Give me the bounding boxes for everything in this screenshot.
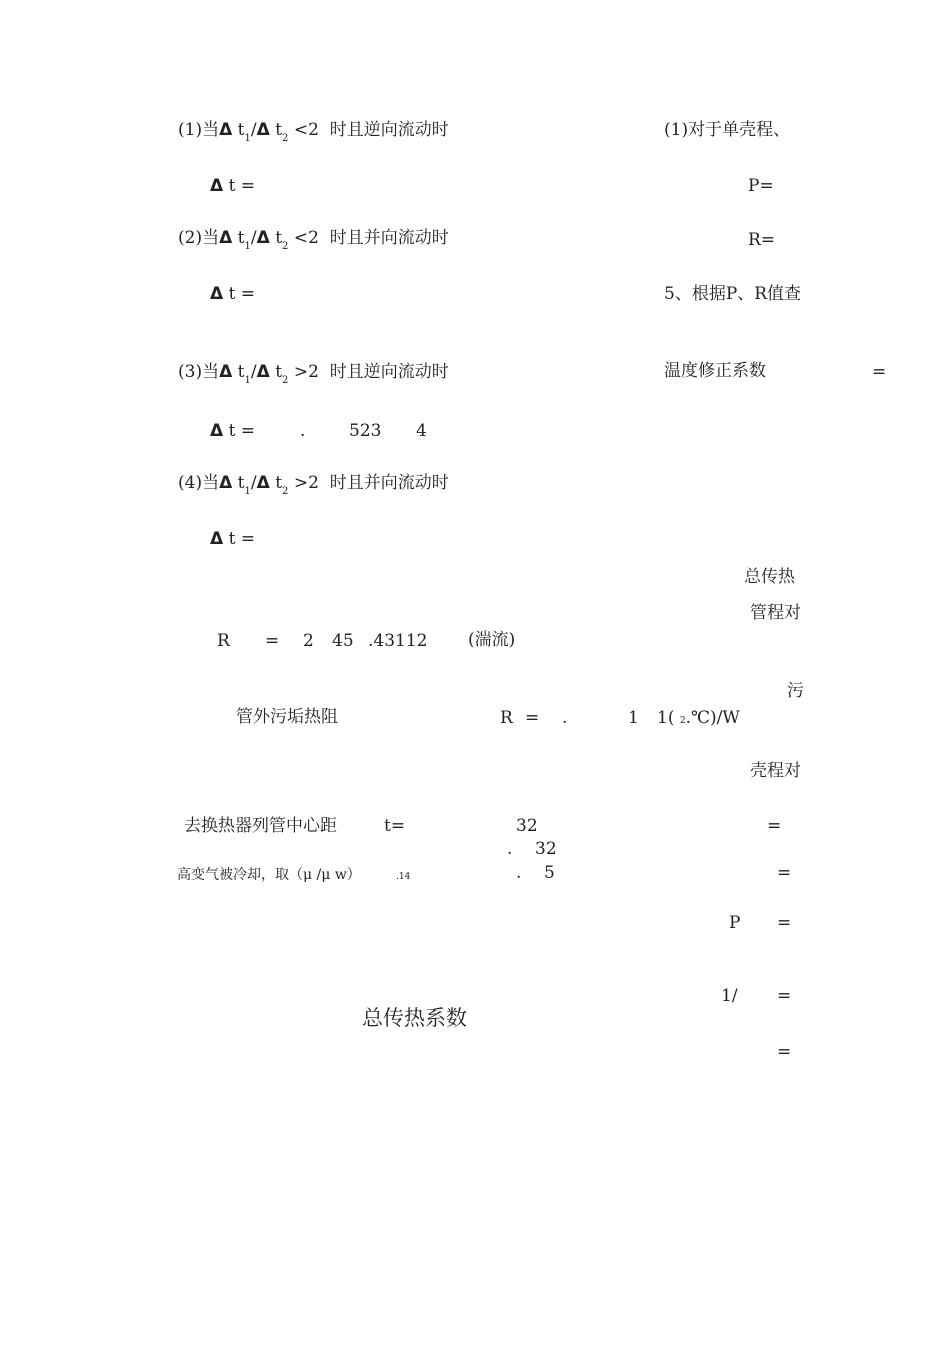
cooling-label: 高变气被冷却，取（μ /μ w） (177, 867, 361, 883)
equals-4: = (777, 986, 792, 1006)
equals-5: = (777, 1042, 792, 1062)
p-equals: P= (748, 176, 774, 196)
fouling-value-1: 1 (628, 708, 639, 728)
temperature-correction-equals: = (872, 362, 887, 382)
pitch2-dot: . (507, 839, 513, 859)
delta-symbol: Δ (219, 120, 233, 140)
dirt-heading: 污 (787, 681, 804, 701)
r-equals: = (265, 631, 280, 651)
delta-t-2: Δ t = (210, 284, 256, 304)
r-equals-right: R= (748, 230, 776, 250)
r-value-2: 45 (332, 631, 354, 651)
condition-3: (3)当Δ $t_1/\Delta$ $t_2 >2$ 时且逆向流动时 (178, 362, 449, 386)
fouling-equals: = (525, 708, 540, 728)
r-value-3: .43112 (368, 631, 428, 651)
r-label: R (217, 631, 230, 651)
fouling-dot: . (562, 708, 568, 728)
delta-t-3-value: 523 (349, 421, 382, 441)
r-note: (湍流) (468, 630, 516, 650)
lookup-heading: 5、根据P、R值查 (664, 284, 802, 304)
condition-2: (2)当Δ $t_1/\Delta$ $t_2 <2$ 时且并向流动时 (178, 228, 449, 252)
total-heat-heading: 总传热 (744, 567, 795, 587)
pitch-label: 去换热器列管中心距 (184, 816, 337, 836)
fouling-unit: 1( 2.℃)/W (657, 708, 740, 728)
fouling-label: 管外污垢热阻 (236, 707, 338, 727)
pitch2-value: 32 (535, 839, 557, 859)
cooling-value: 5 (544, 863, 555, 883)
cooling-exponent: .14 (396, 872, 411, 882)
pitch-value: 32 (516, 816, 538, 836)
p-label: P (729, 913, 741, 933)
total-heat-coefficient-title: 总传热系数 (362, 1006, 467, 1030)
delta-t-3-dot: . (300, 421, 306, 441)
pitch-t: t= (384, 816, 406, 836)
condition-1: (1)当Δ $t_1/\Delta$ $t_2 <2$ 时且逆向流动时 (178, 120, 449, 144)
temperature-correction: 温度修正系数 (664, 361, 766, 381)
r-value-1: 2 (303, 631, 314, 651)
fouling-r: R (500, 708, 513, 728)
cooling-dot: . (516, 863, 522, 883)
single-shell-heading: (1)对于单壳程、 (664, 120, 791, 140)
condition-4: (4)当Δ $t_1/\Delta$ $t_2 >2$ 时且并向流动时 (178, 473, 449, 497)
inverse-label: 1/ (721, 986, 738, 1006)
delta-t-1: Δ t = (210, 176, 256, 196)
delta-t-3-value-2: 4 (416, 421, 427, 441)
tube-side-heading: 管程对 (750, 603, 801, 623)
equals-2: = (777, 863, 792, 883)
delta-t-3: Δ t = (210, 421, 256, 441)
shell-side-heading: 壳程对 (750, 761, 801, 781)
equals-1: = (767, 816, 782, 836)
delta-t-4: Δ t = (210, 529, 256, 549)
equals-3: = (777, 913, 792, 933)
